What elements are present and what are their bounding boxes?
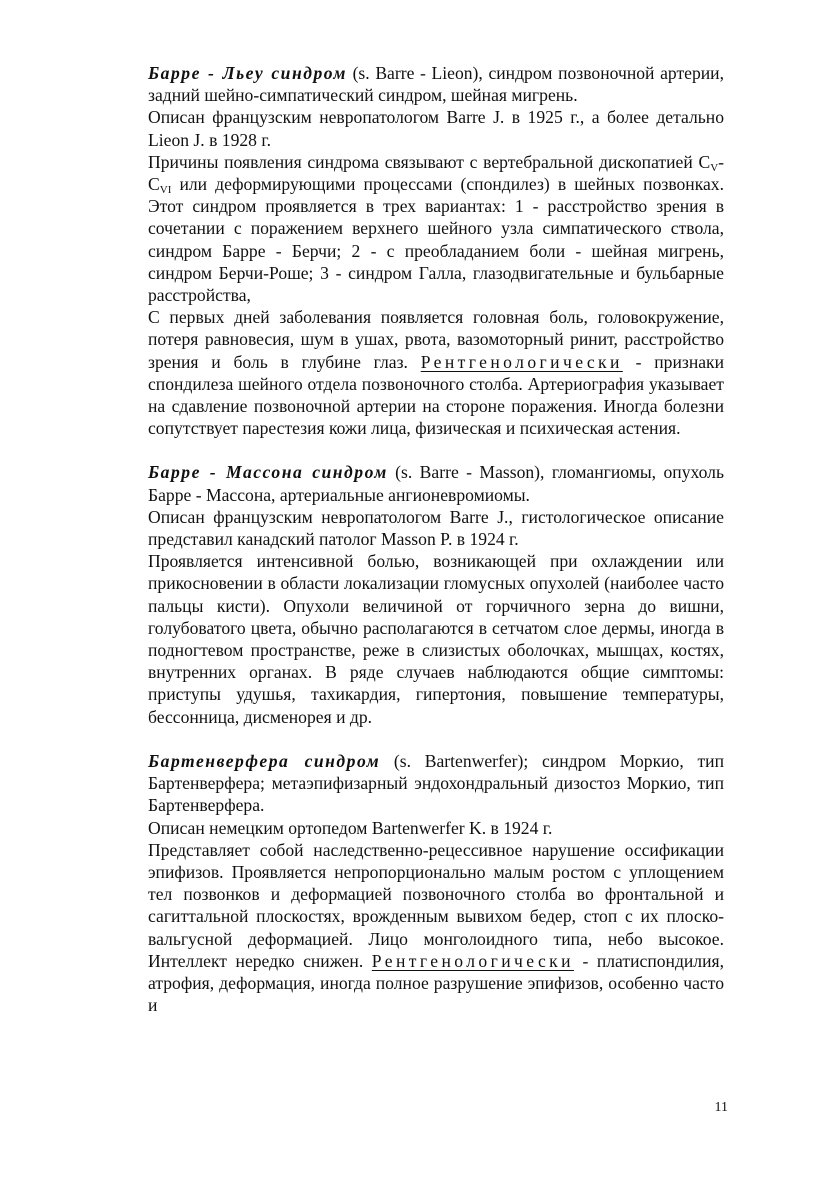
- term-heading: Бартенверфера синдром: [148, 750, 381, 771]
- described-paragraph: Описан французским невропатологом Barre J., гистологическое описание представил канадский патолог Masson P. в 1924 г.: [148, 506, 724, 550]
- synonyms-text: (s. Barre - Masson), гломангиомы, опухоль Барре - Массона, артериальные ангионевромиомы.: [148, 462, 724, 505]
- subscript-vi: VI: [159, 184, 172, 197]
- description-paragraph: Проявляется интенсивной болью, возникающей при охлаждении или прикосновении в области локализации гломусных опухолей (наиболее часто пальцы кисти). Опухоли величиной от горчичного зерна до вишни, голубоватого цвета, обычно располагаются в сетчатом слое дермы, иногда в подногтевом пространстве, реже в слизистых оболочках, мышцах, костях, внутренних органах. В ряде случаев наблюдаются общие симптомы: приступы удушья, тахикардия, гипертония, повышение температуры, бессонница, дисменорея и др.: [148, 551, 724, 727]
- symptoms-paragraph: С первых дней заболевания появляется головная боль, головокружение, потеря равновесия, шум в ушах, рвота, вазомоторный ринит, расстройство зрения и боль в глубине глаз. Рентгенологически - признаки спондилеза шейного отдела позвоночного столба. Артериография указывает на сдавление позвоночной артерии на стороне поражения. Иногда болезни сопутствует парестезия кожи лица, физическая и психическая астения.: [148, 307, 725, 439]
- described-paragraph: Описан немецким ортопедом Bartenwerfer K. в 1924 г.: [148, 817, 553, 838]
- xray-label: Рентгенологически: [371, 950, 574, 971]
- page-number: 11: [714, 1100, 728, 1115]
- described-paragraph: Описан французским невропатологом Barre J. в 1925 г., а более детально Lieon J. в 1928 г.: [148, 107, 724, 150]
- entry-barre-lieou: [148, 62, 724, 106]
- causes-paragraph: Причины появления синдрома связывают с вертебральной дископатией $C_V-C_{VI}$ или деформирующими процессами (спондилез) в шейных позвонках. Этот синдром проявляется в трех вариантах: 1 - расстройство зрения в сочетании с поражением верхнего шейного узла симпатического ствола, синдром Барре - Берчи; 2 - с преобладанием боли - шейная мигрень, синдром Берчи-Роше; 3 - синдром Галла, глазодвигательные и бульбарные расстройства,: [148, 151, 724, 306]
- xray-label: Рентгенологически: [420, 351, 623, 372]
- term-heading: Барре - Массона синдром: [148, 462, 388, 483]
- entry-bartenwerfer: [148, 750, 724, 817]
- term-heading: Барре - Льеу синдром: [148, 63, 347, 83]
- synonyms-text: (s. Bartenwerfer); синдром Моркио, тип Бартенверфера; метаэпифизарный эндохондральный дизостоз Моркио, тип Бартенверфера.: [148, 750, 724, 816]
- description-paragraph: Представляет собой наследственно-рецессивное нарушение оссификации эпифизов. Проявляется непропорционально малым ростом с уплощением тел позвонков и деформацией позвоночного столба во фронтальной и сагиттальной плоскостях, врожденным вывихом бедер, стоп с их плоско-вальгусной деформацией. Лицо монголоидного типа, небо высокое. Интеллект нередко снижен. Рентгенологически - платиспондилия, атрофия, деформация, иногда полное разрушение эпифизов, особенно часто и: [148, 839, 724, 1016]
- synonyms-text: (s. Barre - Lieon), синдром позвоночной артерии, задний шейно-симпатический синдром, шейная мигрень.: [148, 63, 724, 106]
- document-body: [148, 62, 724, 1016]
- entry-barre-masson: [148, 461, 724, 505]
- subscript-v: V: [710, 161, 719, 174]
